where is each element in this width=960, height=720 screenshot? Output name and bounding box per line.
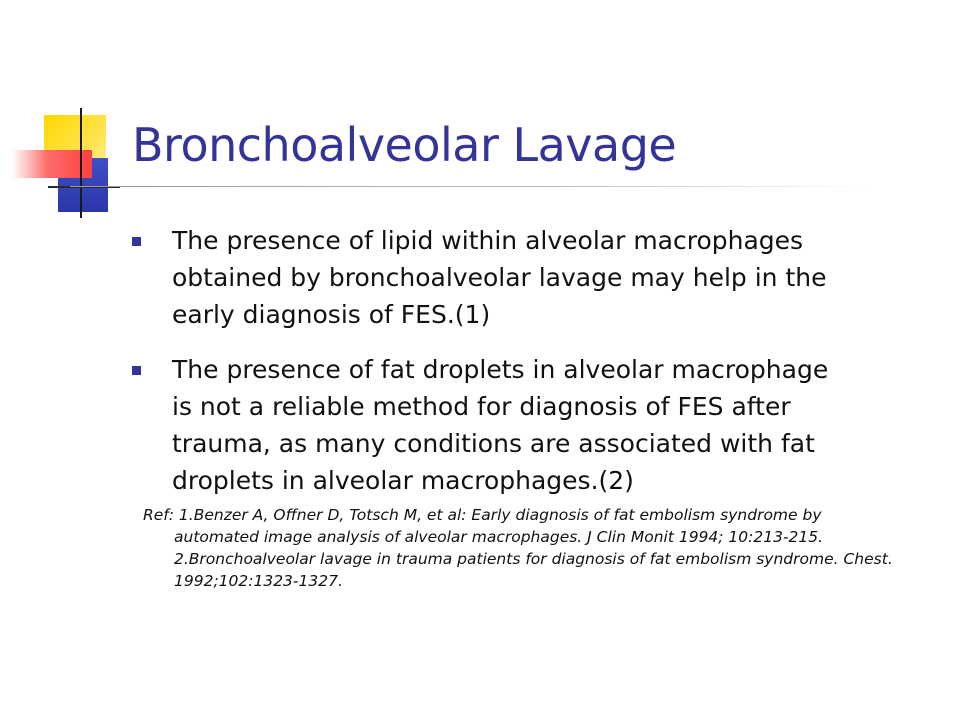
- reference-line: 1992;102:1323-1327.: [174, 572, 343, 590]
- bullet-line: obtained by bronchoalveolar lavage may help in the: [172, 263, 827, 292]
- reference-line: Ref: 1.Benzer A, Offner D, Totsch M, et al: Early diagnosis of fat embolism syndrome by: [143, 506, 822, 524]
- bullet-line: early diagnosis of FES.(1): [172, 300, 491, 329]
- bullet-square-icon: [132, 237, 141, 246]
- reference-line: automated image analysis of alveolar macrophages. J Clin Monit 1994; 10:213-215.: [174, 528, 824, 546]
- bullet-square-icon: [132, 366, 141, 375]
- references: [143, 504, 943, 592]
- bullet-item: [132, 222, 912, 333]
- title-underline: [70, 186, 870, 187]
- reference-line: 2.Bronchoalveolar lavage in trauma patients for diagnosis of fat embolism syndrome. Chest.: [174, 550, 893, 568]
- bullet-line: droplets in alveolar macrophages.(2): [172, 466, 634, 495]
- bullet-line: The presence of fat droplets in alveolar macrophage: [172, 355, 829, 384]
- slide-title: Bronchoalveolar Lavage: [132, 118, 677, 172]
- bullet-line: trauma, as many conditions are associated with fat: [172, 429, 815, 458]
- bullet-line: The presence of lipid within alveolar macrophages: [172, 226, 804, 255]
- bullet-item: [132, 351, 912, 499]
- bullet-list: [132, 222, 912, 517]
- vertical-line-decoration: [80, 108, 82, 218]
- corner-decoration: [0, 0, 140, 230]
- bullet-line: is not a reliable method for diagnosis of FES after: [172, 392, 791, 421]
